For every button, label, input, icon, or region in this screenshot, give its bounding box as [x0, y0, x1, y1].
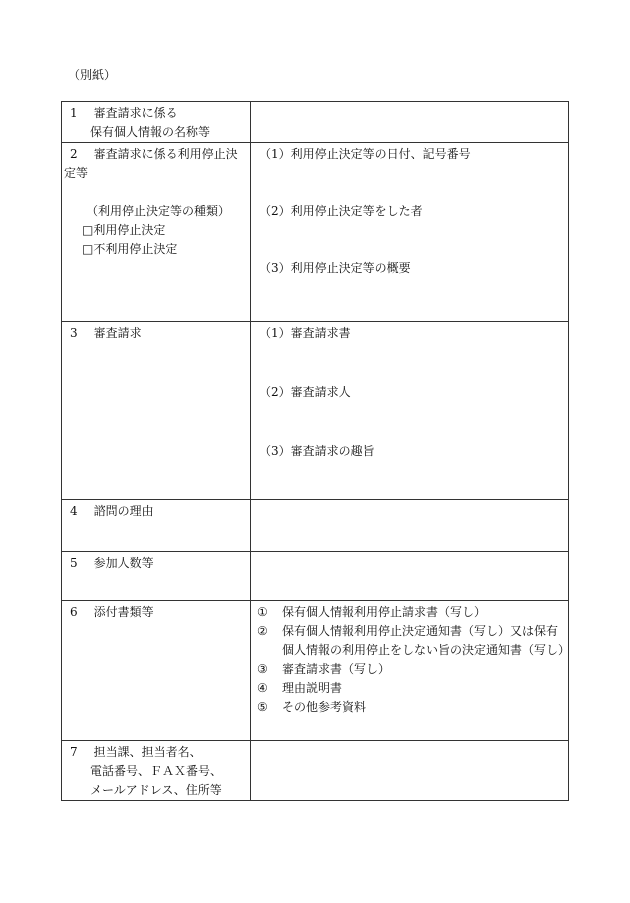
table-row: [62, 601, 569, 741]
list-item: [257, 679, 564, 698]
row-number: 7: [70, 745, 78, 759]
row2-item-date: （1）利用停止決定等の日付、記号番号: [259, 147, 471, 161]
row7-label-line3: メールアドレス、住所等: [90, 783, 222, 797]
row3-label-cell: [62, 322, 251, 500]
row-number: 4: [70, 504, 78, 518]
row-number: 6: [70, 605, 78, 619]
row-number: 1: [70, 106, 78, 120]
row7-label-cell: [62, 741, 251, 801]
attachment-other-materials: その他参考資料: [282, 700, 367, 714]
row2-item-summary: （3）利用停止決定等の概要: [259, 261, 411, 275]
row5-label-cell: [62, 552, 251, 601]
row2-label-line2: 定等: [64, 166, 89, 180]
table-row: [62, 322, 569, 500]
attachment-request-copy: 保有個人情報利用停止請求書（写し）: [282, 605, 487, 619]
row3-value-cell: [251, 322, 569, 500]
list-item: [257, 698, 564, 717]
list-item: [257, 622, 571, 660]
item-marker: ③: [257, 662, 268, 676]
row1-label-line2: 保有個人情報の名称等: [90, 125, 211, 139]
row1-value-cell: [251, 102, 569, 143]
row4-value-cell: [251, 500, 569, 552]
row6-label: 添付書類等: [93, 605, 154, 619]
row6-value-cell: [251, 601, 569, 741]
table-row: [62, 143, 569, 322]
item-marker: ①: [257, 605, 268, 619]
row3-item-request-form: （1）審査請求書: [259, 326, 351, 340]
row7-label-line2: 電話番号、ＦＡＸ番号、: [90, 764, 223, 778]
row-number: 3: [70, 326, 78, 340]
row3-item-requester: （2）審査請求人: [259, 385, 351, 399]
attachment-decision-notice: 保有個人情報利用停止決定通知書（写し）又は保有個人情報の利用停止をしない旨の決定通知書（写し）: [282, 624, 571, 657]
table-row: [62, 741, 569, 801]
row4-label-cell: [62, 500, 251, 552]
row2-item-decider: （2）利用停止決定等をした者: [259, 204, 423, 218]
row-number: 5: [70, 556, 78, 570]
row7-value-cell: [251, 741, 569, 801]
row4-label: 諮問の理由: [93, 504, 154, 518]
list-item: [257, 603, 564, 622]
row2-option-usage-stop: □利用停止決定: [82, 223, 166, 237]
row-number: 2: [70, 147, 78, 161]
attachment-review-request-copy: 審査請求書（写し）: [282, 662, 391, 676]
row1-label-cell: [62, 102, 251, 143]
row7-label-line1: 担当課、担当者名、: [93, 745, 202, 759]
row1-label-line1: 審査請求に係る: [93, 106, 178, 120]
row5-label: 参加人数等: [93, 556, 154, 570]
item-marker: ⑤: [257, 700, 268, 714]
row2-label-line1: 審査請求に係る利用停止決: [93, 147, 238, 161]
row2-type-heading: （利用停止決定等の種類）: [86, 204, 231, 218]
table-row: [62, 500, 569, 552]
attachment-note: （別紙）: [68, 68, 117, 82]
row2-option-no-usage-stop: □不利用停止決定: [82, 242, 178, 256]
row2-value-cell: [251, 143, 569, 322]
inquiry-form-table: [61, 101, 569, 801]
table-row: [62, 552, 569, 601]
item-marker: ④: [257, 681, 268, 695]
item-marker: ②: [257, 624, 268, 638]
list-item: [257, 660, 564, 679]
row3-item-purpose: （3）審査請求の趣旨: [259, 444, 375, 458]
table-row: [62, 102, 569, 143]
row5-value-cell: [251, 552, 569, 601]
attachment-reason-statement: 理由説明書: [282, 681, 343, 695]
row6-label-cell: [62, 601, 251, 741]
row2-label-cell: [62, 143, 251, 322]
row3-label: 審査請求: [93, 326, 142, 340]
